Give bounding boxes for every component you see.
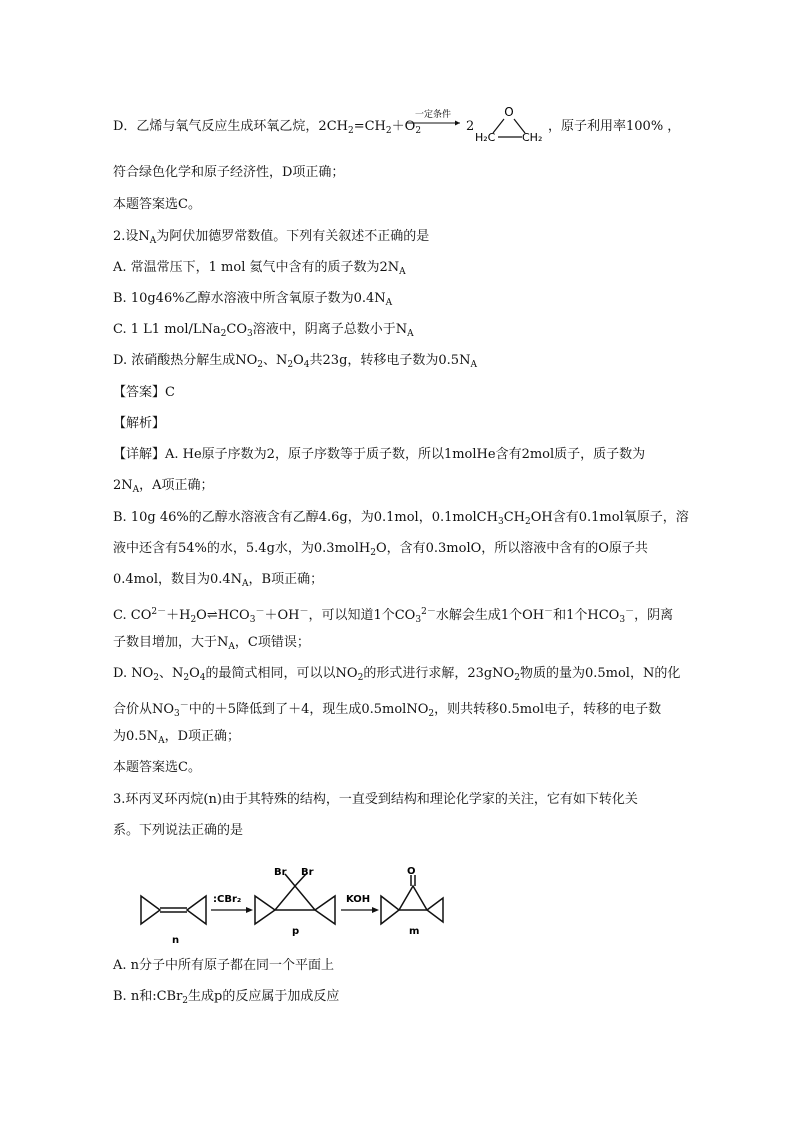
q2-detail-4-a: 0.4mol，数目为0.4N bbox=[113, 572, 243, 587]
q2-detail-1b-a: 2N bbox=[113, 478, 133, 493]
t: 物质的量为0.5mol，N的化 bbox=[519, 666, 681, 681]
label-p: p bbox=[292, 926, 300, 937]
answer-q1: 本题答案选C。 bbox=[113, 197, 201, 212]
q2-detail-7 bbox=[113, 665, 680, 687]
sub: 3 bbox=[497, 517, 504, 527]
sub: 3 bbox=[174, 709, 180, 719]
sub: 4 bbox=[199, 673, 206, 683]
sub: A bbox=[407, 329, 414, 339]
q2-detail-3-b: O，含有0.3molO，所以溶液中含有的O原子共 bbox=[375, 541, 648, 556]
sub: 2 bbox=[153, 673, 159, 683]
q2-detail-8 bbox=[113, 697, 661, 723]
sub: 2 bbox=[357, 673, 364, 683]
sub: A bbox=[399, 267, 406, 277]
sub: A bbox=[242, 579, 249, 589]
sub: 2 bbox=[347, 126, 354, 136]
t: 子数目增加，大于N bbox=[113, 635, 229, 650]
sub: 2 bbox=[220, 329, 227, 339]
reagent-koh: KOH bbox=[346, 894, 371, 905]
sup: 2－ bbox=[151, 607, 167, 617]
sup: － bbox=[179, 701, 189, 711]
option-d-eq-b: ＋O bbox=[391, 119, 416, 134]
q2-detail-1b-c: ，A项正确； bbox=[139, 478, 214, 493]
sup: － bbox=[255, 607, 265, 617]
q2-detail-5 bbox=[113, 603, 673, 629]
q3-option-a: A. n分子中所有原子都在同一个平面上 bbox=[113, 958, 335, 973]
q2-option-b bbox=[113, 290, 392, 312]
condition-text: 一定条件 bbox=[414, 110, 452, 120]
t: HCO bbox=[217, 608, 250, 623]
t: C. CO bbox=[113, 608, 152, 623]
sub: 3 bbox=[619, 615, 626, 625]
t: O bbox=[196, 608, 207, 623]
q3-stem-2: 系。下列说法正确的是 bbox=[113, 823, 244, 838]
q2-a-text: A. 常温常压下，1 mol 氦气中含有的质子数为2N bbox=[113, 260, 400, 275]
q2-stem-a: 2.设N bbox=[113, 229, 150, 244]
q2-d-d: 共23g，转移电子数为0.5N bbox=[309, 353, 471, 368]
label-m: m bbox=[409, 926, 420, 937]
sub: 2 bbox=[428, 709, 435, 719]
q3-b-a: B. n和:CBr bbox=[113, 989, 183, 1004]
t: 、N bbox=[159, 666, 184, 681]
q2-answer-final: 本题答案选C。 bbox=[113, 760, 201, 775]
t: ，C项错误； bbox=[234, 635, 310, 650]
reagent-cbr2: :CBr₂ bbox=[213, 894, 242, 905]
t: D. NO bbox=[113, 666, 154, 681]
q2-detail-1b bbox=[113, 477, 214, 499]
q2-detail-4-b: ，B项正确； bbox=[248, 572, 324, 587]
q2-detail-4 bbox=[113, 571, 323, 593]
sub: A bbox=[470, 360, 477, 370]
molecule-m bbox=[381, 875, 443, 924]
q3-stem-1: 3.环丙叉环丙烷(n)由于其特殊的结构，一直受到结构和理论化学家的关注，它有如下转化关 bbox=[113, 792, 638, 807]
q3-option-b bbox=[113, 988, 339, 1010]
q3-b-b: 生成p的反应属于加成反应 bbox=[188, 989, 340, 1004]
q2-answer: 【答案】C bbox=[113, 385, 175, 400]
sub: 2 bbox=[287, 360, 294, 370]
q2-detail-2-b: CH bbox=[503, 510, 525, 525]
q2-c-b: CO bbox=[226, 322, 247, 337]
sub: 4 bbox=[303, 360, 310, 370]
sub: 2 bbox=[525, 517, 531, 527]
sub: 3 bbox=[246, 329, 253, 339]
molecule-n bbox=[141, 896, 206, 924]
t: ，可以知道1个CO bbox=[308, 608, 416, 623]
t: ＋OH bbox=[264, 608, 300, 623]
q2-detail-2-c: OH含有0.1mol氧原子，溶 bbox=[530, 510, 689, 525]
label-n: n bbox=[172, 935, 180, 946]
sub: 2 bbox=[190, 615, 197, 625]
t: 合价从NO bbox=[113, 702, 175, 717]
bromine-1: Br bbox=[274, 867, 287, 878]
t: ，则共转移0.5mol电子，转移的电子数 bbox=[434, 702, 662, 717]
q2-detail-6 bbox=[113, 634, 310, 656]
option-d-eq-a: =CH bbox=[353, 119, 386, 134]
sup: － bbox=[299, 607, 309, 617]
t: ＋H bbox=[166, 608, 191, 623]
q2-d-b: 、N bbox=[263, 353, 288, 368]
q2-d-a: D. 浓硝酸热分解生成NO bbox=[113, 353, 258, 368]
q2-detail-9 bbox=[113, 728, 240, 750]
q2-analysis-label: 【解析】 bbox=[113, 416, 166, 431]
equilibrium-arrow: ⇌ bbox=[206, 608, 218, 623]
epoxide-structure bbox=[474, 100, 546, 148]
q2-option-c bbox=[113, 321, 414, 343]
option-d-prefix: D．乙烯与氧气反应生成环氧乙烷，2CH bbox=[113, 119, 348, 134]
sub: A bbox=[149, 236, 157, 246]
t: ，阴离 bbox=[634, 608, 674, 623]
t: 为0.5N bbox=[113, 729, 159, 744]
reaction-scheme bbox=[135, 864, 445, 946]
sub: 3 bbox=[415, 615, 422, 625]
line-green: 符合绿色化学和原子经济性，D项正确； bbox=[113, 165, 345, 180]
epoxide-left: H₂C bbox=[475, 131, 496, 144]
sub: 2 bbox=[514, 673, 520, 683]
molecule-p bbox=[255, 874, 335, 924]
sub: A bbox=[385, 298, 393, 308]
sub: A bbox=[228, 642, 235, 652]
epoxide-right: CH₂ bbox=[522, 131, 543, 144]
sub: 3 bbox=[249, 615, 256, 625]
q2-option-a bbox=[113, 259, 406, 281]
q2-detail-1: 【详解】A. He原子序数为2，原子序数等于质子数，所以1molHe含有2mol质子，质子数为 bbox=[113, 447, 646, 462]
option-d-line bbox=[113, 118, 421, 140]
sub: 2 bbox=[182, 996, 189, 1006]
t: 的形式进行求解，23gNO bbox=[363, 666, 515, 681]
q2-c-c: 溶液中，阴离子总数小于N bbox=[252, 322, 408, 337]
q2-detail-3-a: 液中还含有54%的水，5.4g水，为0.3molH bbox=[113, 541, 371, 556]
reaction-condition-arrow bbox=[404, 106, 464, 136]
q2-c-a: C. 1 L1 mol/LNa bbox=[113, 322, 221, 337]
q2-detail-2-a: B. 10g 46%的乙醇水溶液含有乙醇4.6g，为0.1mol，0.1molCH bbox=[113, 510, 498, 525]
sub: A bbox=[158, 736, 165, 746]
t: 水解会生成1个OH bbox=[435, 608, 545, 623]
option-d-suffix: ，原子利用率100% ， bbox=[548, 119, 681, 134]
q2-b-text: B. 10g46%乙醇水溶液中所含氧原子数为0.4N bbox=[113, 291, 386, 306]
q2-detail-2 bbox=[113, 509, 689, 531]
t: 中的＋5降低到了＋4，现生成0.5molNO bbox=[188, 702, 429, 717]
sub: A bbox=[132, 485, 140, 495]
sup: － bbox=[544, 607, 554, 617]
bromine-2: Br bbox=[301, 867, 314, 878]
epoxide-oxygen: O bbox=[504, 105, 514, 119]
t: ，D项正确； bbox=[164, 729, 240, 744]
oxygen-label: O bbox=[407, 866, 416, 877]
q2-stem-b: 为阿伏加德罗常数值。下列有关叙述不正确的是 bbox=[156, 229, 430, 244]
sub: 2 bbox=[183, 673, 190, 683]
t: 的最简式相同，可以以NO bbox=[205, 666, 358, 681]
t: O bbox=[189, 666, 200, 681]
q2-option-d bbox=[113, 352, 477, 374]
sub: 2 bbox=[415, 126, 422, 136]
t: 和1个HCO bbox=[553, 608, 620, 623]
q2-detail-3 bbox=[113, 540, 648, 562]
sup: 2－ bbox=[421, 607, 436, 617]
sub: 2 bbox=[370, 548, 376, 558]
coefficient: 2 bbox=[466, 119, 475, 134]
q2-d-c: O bbox=[293, 353, 304, 368]
sup: － bbox=[625, 607, 635, 617]
q2-stem bbox=[113, 228, 429, 250]
sub: 2 bbox=[257, 360, 263, 370]
sub: 2 bbox=[385, 126, 392, 136]
